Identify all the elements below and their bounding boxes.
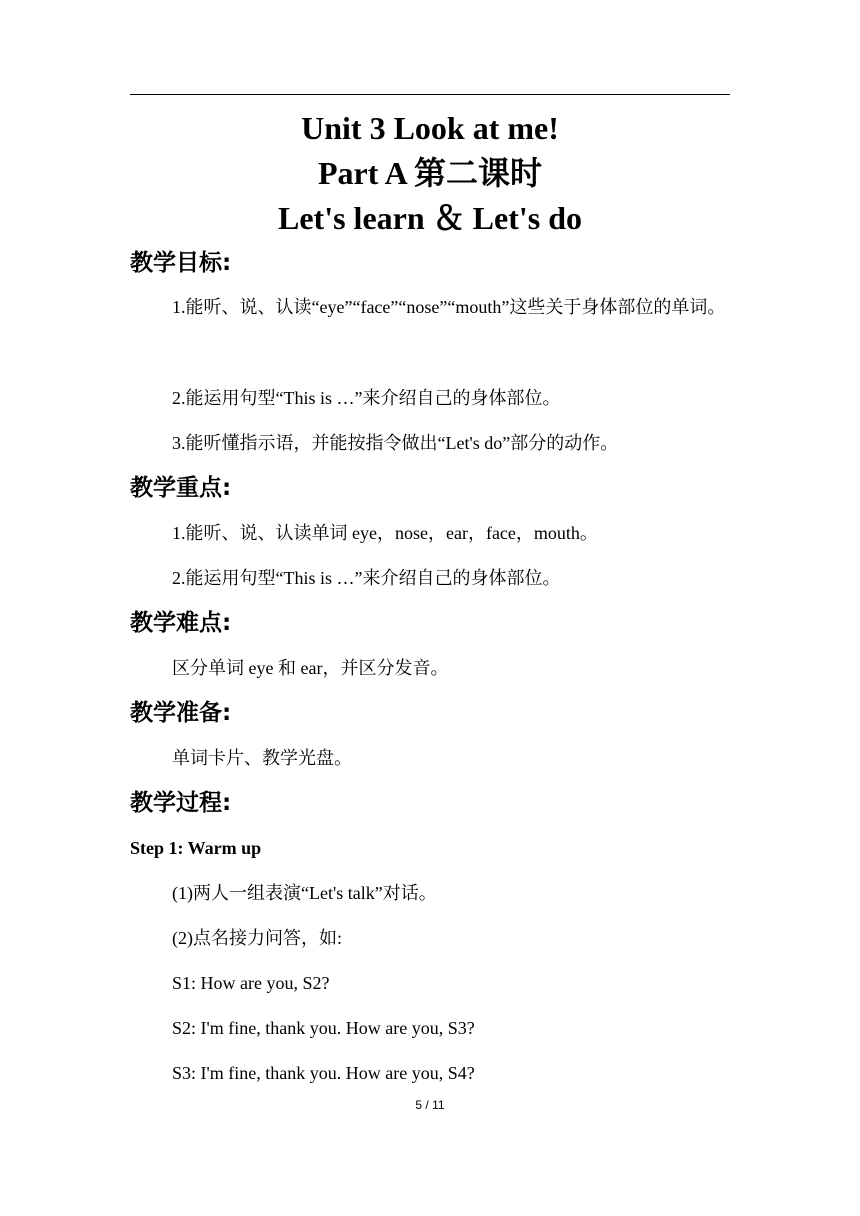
- step1-line: (1)两人一组表演“Let's talk”对话。: [172, 883, 437, 903]
- preparation-item: 单词卡片、教学光盘。: [172, 748, 352, 768]
- step1-line: S2: I'm fine, thank you. How are you, S3?: [172, 1018, 475, 1038]
- process-heading: 教学过程:: [130, 790, 232, 816]
- preparation-heading: 教学准备:: [130, 700, 232, 726]
- key-point-item: 2.能运用句型“This is …”来介绍自己的身体部位。: [172, 568, 561, 588]
- key-point-item: 1.能听、说、认读单词 eye，nose，ear，face，mouth。: [172, 523, 598, 543]
- objective-item: 3.能听懂指示语，并能按指令做出“Let's do”部分的动作。: [172, 433, 619, 453]
- title-lesson: Let's learn ＆ Let's do: [278, 200, 582, 236]
- title-unit: Unit 3 Look at me!: [301, 110, 559, 146]
- objective-item: 2.能运用句型“This is …”来介绍自己的身体部位。: [172, 388, 561, 408]
- difficulties-heading: 教学难点:: [130, 610, 232, 636]
- objective-item: 1.能听、说、认读“eye”“face”“nose”“mouth”这些关于身体部位的单词。: [172, 297, 726, 317]
- difficulty-item: 区分单词 eye 和 ear，并区分发音。: [172, 658, 449, 678]
- title-part: Part A 第二课时: [318, 155, 542, 191]
- page-number: 5 / 11: [415, 1098, 445, 1112]
- key-points-heading: 教学重点:: [130, 475, 232, 501]
- header-rule: [130, 94, 730, 95]
- step1-line: S1: How are you, S2?: [172, 973, 330, 993]
- step1-heading: Step 1: Warm up: [130, 838, 262, 858]
- step1-line: (2)点名接力问答，如:: [172, 928, 342, 948]
- objectives-heading: 教学目标:: [130, 250, 232, 276]
- step1-line: S3: I'm fine, thank you. How are you, S4?: [172, 1063, 475, 1083]
